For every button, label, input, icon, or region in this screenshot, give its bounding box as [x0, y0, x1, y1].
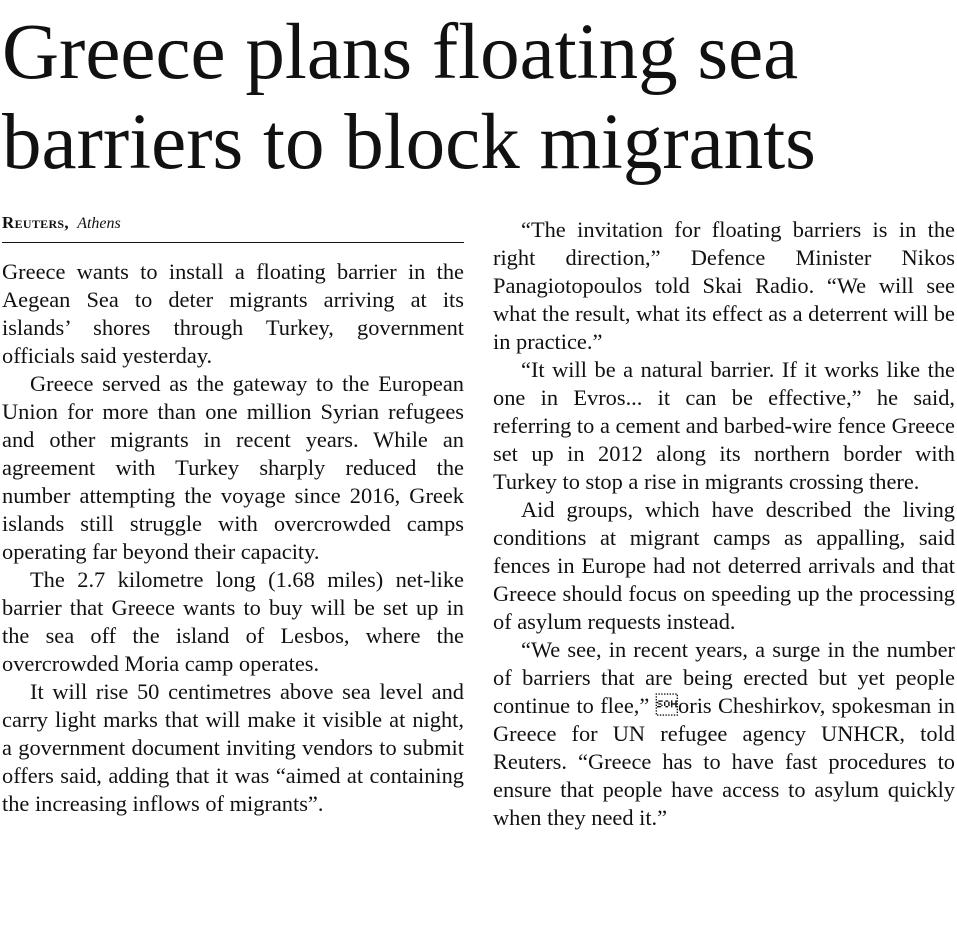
paragraph: Aid groups, which have described the living conditions at migrant camps as appalling, said fences in Europe had not deterred arrivals and that Greece should focus on speeding up the processing of asylum requests instead. [493, 497, 955, 634]
article-column-left [2, 258, 464, 818]
byline-location: Athens [77, 215, 121, 232]
byline [2, 211, 464, 243]
paragraph: “It will be a natural barrier. If it works like the one in Evros... it can be effective,” he said, referring to a cement and barbed-wire fence Greece set up in 2012 along its northern border with Turkey to stop a rise in migrants crossing there. [493, 357, 955, 494]
headline: Greece plans floating sea barriers to block migrants [2, 9, 816, 186]
byline-agency: Reuters, [2, 213, 69, 232]
paragraph: Greece served as the gateway to the European Union for more than one million Syrian refugees and other migrants in recent years. While an agreement with Turkey sharply reduced the number attempting the voyage since 2016, Greek islands still struggle with overcrowded camps operating far beyond their capacity. [2, 371, 464, 564]
paragraph: It will rise 50 centimetres above sea level and carry light marks that will make it visible at night, a government document inviting vendors to submit offers said, adding that it was “aimed at containing the increasing inflows of migrants”. [2, 679, 464, 816]
paragraph: Greece wants to install a floating barrier in the Aegean Sea to deter migrants arriving at its islands’ shores through Turkey, government officials said yesterday. [2, 259, 464, 368]
paragraph: The 2.7 kilometre long (1.68 miles) net-like barrier that Greece wants to buy will be set up in the sea off the island of Lesbos, where the overcrowded Moria camp operates. [2, 567, 464, 676]
article-column-right [493, 216, 955, 832]
paragraph: “We see, in recent years, a surge in the number of barriers that are being erected but yet people continue to flee,” oris Cheshirkov, spokesman in Greece for UN refugee agency UNHCR, told Reuters. “Greece has to have fast procedures to ensure that people have access to asylum quickly when they need it.” [493, 637, 955, 830]
paragraph: “The invitation for floating barriers is in the right direction,” Defence Minister Nikos Panagiotopoulos told Skai Radio. “We will see what the result, what its effect as a deterrent will be in practice.” [493, 217, 955, 354]
